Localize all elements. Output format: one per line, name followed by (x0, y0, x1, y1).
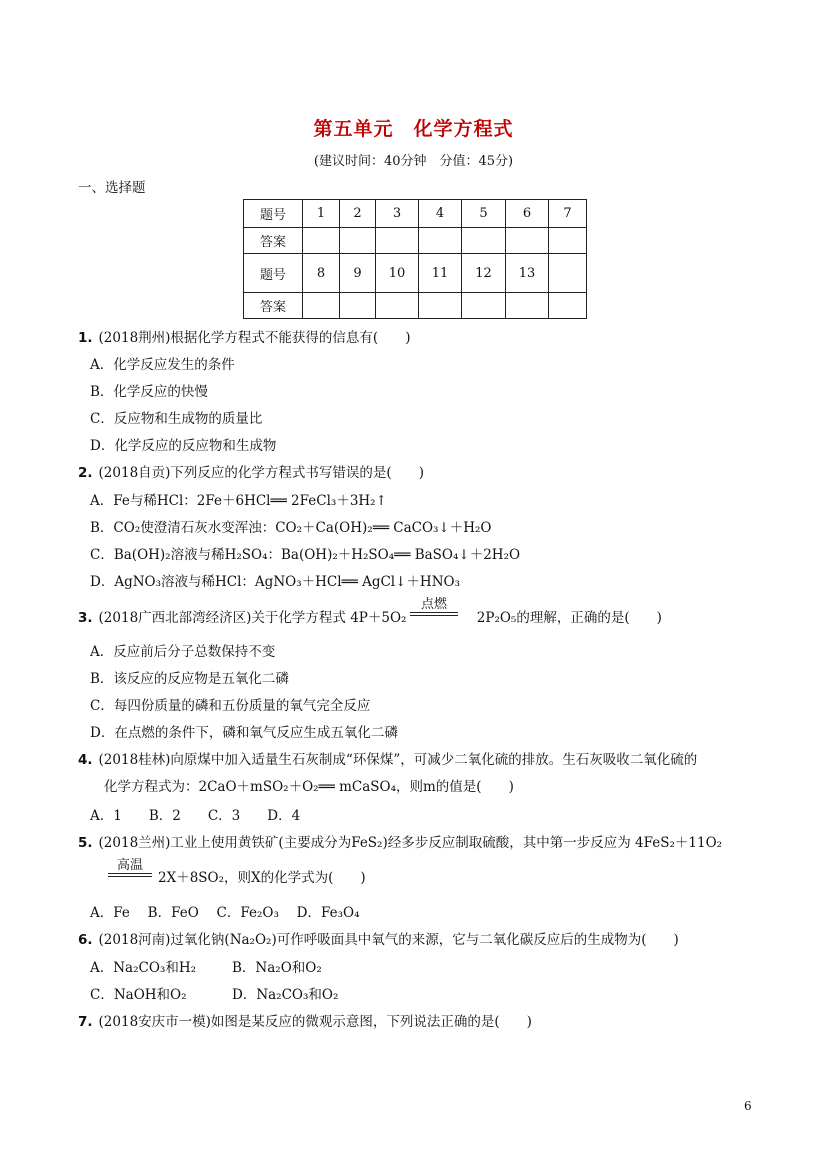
question-stem-cont: 化学方程式为：2CaO＋mSO₂＋O₂══ mCaSO₄，则m的值是( ) (104, 779, 514, 795)
answer-cell[interactable] (419, 293, 462, 319)
question-number: 6. (78, 932, 93, 948)
answer-table (243, 199, 587, 319)
table-cell: 13 (506, 254, 549, 293)
question-5 (78, 831, 722, 851)
page-subtitle: (建议时间：40分钟 分值：45分) (313, 154, 514, 169)
answer-cell[interactable] (376, 228, 419, 254)
option-b[interactable]: B．CO₂使澄清石灰水变浑浊：CO₂＋Ca(OH)₂══ CaCO₃↓＋H₂O (90, 520, 492, 536)
question-stem: (2018广西北部湾经济区)关于化学方程式 4P＋5O₂ (98, 610, 407, 626)
option-a[interactable]: A．反应前后分子总数保持不变 (90, 644, 276, 660)
option-d[interactable]: D．在点燃的条件下，磷和氧气反应生成五氧化二磷 (90, 725, 398, 741)
table-cell: 1 (303, 200, 340, 228)
question-stem: (2018安庆市一模)如图是某反应的微观示意图，下列说法正确的是( ) (98, 1014, 532, 1030)
answer-cell[interactable] (340, 293, 376, 319)
answer-cell[interactable] (549, 228, 587, 254)
question-stem: (2018桂林)向原煤中加入适量生石灰制成“环保煤”，可减少二氧化硫的排放。生石灰吸收二氧化硫的 (98, 752, 698, 768)
answer-cell[interactable] (303, 228, 340, 254)
option-c[interactable]: C．NaOH和O₂ (90, 987, 187, 1003)
answer-cell[interactable] (462, 293, 506, 319)
table-cell: 3 (376, 200, 419, 228)
option-b[interactable]: B．化学反应的快慢 (90, 384, 208, 400)
option-a[interactable]: A．化学反应发生的条件 (90, 357, 235, 373)
options-row[interactable]: A．Fe B．FeO C．Fe₂O₃ D．Fe₃O₄ (90, 905, 360, 921)
table-cell: 5 (462, 200, 506, 228)
question-stem: (2018兰州)工业上使用黄铁矿(主要成分为FeS₂)经多步反应制取硫酸，其中第一步反应为 4FeS₂＋11O₂ (98, 835, 723, 851)
table-cell (549, 254, 587, 293)
question-7 (78, 1010, 532, 1030)
answer-cell[interactable] (462, 228, 506, 254)
reaction-condition (108, 854, 152, 877)
question-number: 1. (78, 330, 93, 346)
table-cell: 8 (303, 254, 340, 293)
question-stem: (2018荆州)根据化学方程式不能获得的信息有( ) (98, 330, 411, 346)
question-2 (78, 461, 424, 481)
question-stem-cont: 2P₂O₅的理解，正确的是( ) (476, 610, 662, 626)
page-title: 第五单元 化学方程式 (313, 118, 514, 140)
table-row (244, 293, 587, 319)
question-number: 5. (78, 835, 93, 851)
table-row (244, 254, 587, 293)
answer-cell[interactable] (303, 293, 340, 319)
option-c[interactable]: C．每四份质量的磷和五份质量的氧气完全反应 (90, 698, 371, 714)
option-d[interactable]: D．AgNO₃溶液与稀HCl：AgNO₃＋HCl══ AgCl↓＋HNO₃ (90, 574, 460, 590)
question-6 (78, 928, 679, 948)
option-c[interactable]: C．Ba(OH)₂溶液与稀H₂SO₄：Ba(OH)₂＋H₂SO₄══ BaSO₄↓＋2H₂O (90, 547, 521, 563)
question-number: 2. (78, 465, 93, 481)
table-cell: 7 (549, 200, 587, 228)
question-1 (78, 326, 410, 346)
table-cell: 题号 (244, 254, 303, 293)
question-stem: (2018河南)过氧化钠(Na₂O₂)可作呼吸面具中氧气的来源，它与二氧化碳反应后的生成物为( ) (98, 932, 679, 948)
table-cell: 题号 (244, 200, 303, 228)
table-cell: 答案 (244, 293, 303, 319)
table-cell: 2 (340, 200, 376, 228)
option-d[interactable]: D．化学反应的反应物和生成物 (90, 438, 277, 454)
answer-cell[interactable] (506, 293, 549, 319)
question-stem: (2018自贡)下列反应的化学方程式书写错误的是( ) (98, 465, 424, 481)
answer-cell[interactable] (376, 293, 419, 319)
table-cell: 10 (376, 254, 419, 293)
section-heading: 一、选择题 (78, 180, 146, 196)
table-cell: 答案 (244, 228, 303, 254)
answer-cell[interactable] (549, 293, 587, 319)
question-number: 3. (78, 610, 93, 626)
equals-sign (108, 873, 152, 877)
table-cell: 12 (462, 254, 506, 293)
option-b[interactable]: B．Na₂O和O₂ (232, 960, 322, 976)
condition-label: 高温 (116, 858, 143, 873)
table-cell: 9 (340, 254, 376, 293)
answer-cell[interactable] (419, 228, 462, 254)
question-number: 4. (78, 752, 93, 768)
table-row (244, 228, 587, 254)
equals-sign (410, 612, 458, 616)
table-cell: 6 (506, 200, 549, 228)
option-b[interactable]: B．该反应的反应物是五氧化二磷 (90, 671, 289, 687)
options-row[interactable]: A．1 B．2 C．3 D．4 (90, 808, 301, 824)
question-4 (78, 748, 697, 768)
option-d[interactable]: D．Na₂CO₃和O₂ (232, 987, 339, 1003)
condition-label: 点燃 (420, 597, 447, 612)
option-a[interactable]: A．Fe与稀HCl：2Fe＋6HCl══ 2FeCl₃＋3H₂↑ (90, 493, 387, 509)
answer-cell[interactable] (506, 228, 549, 254)
page-number: 6 (744, 1099, 752, 1113)
table-cell: 4 (419, 200, 462, 228)
table-row (244, 200, 587, 228)
question-stem-cont: 2X＋8SO₂，则X的化学式为( ) (158, 870, 366, 886)
table-cell: 11 (419, 254, 462, 293)
reaction-condition (410, 593, 458, 616)
option-c[interactable]: C．反应物和生成物的质量比 (90, 411, 263, 427)
option-a[interactable]: A．Na₂CO₃和H₂ (90, 960, 197, 976)
question-number: 7. (78, 1014, 93, 1030)
question-3 (78, 606, 662, 626)
answer-cell[interactable] (340, 228, 376, 254)
